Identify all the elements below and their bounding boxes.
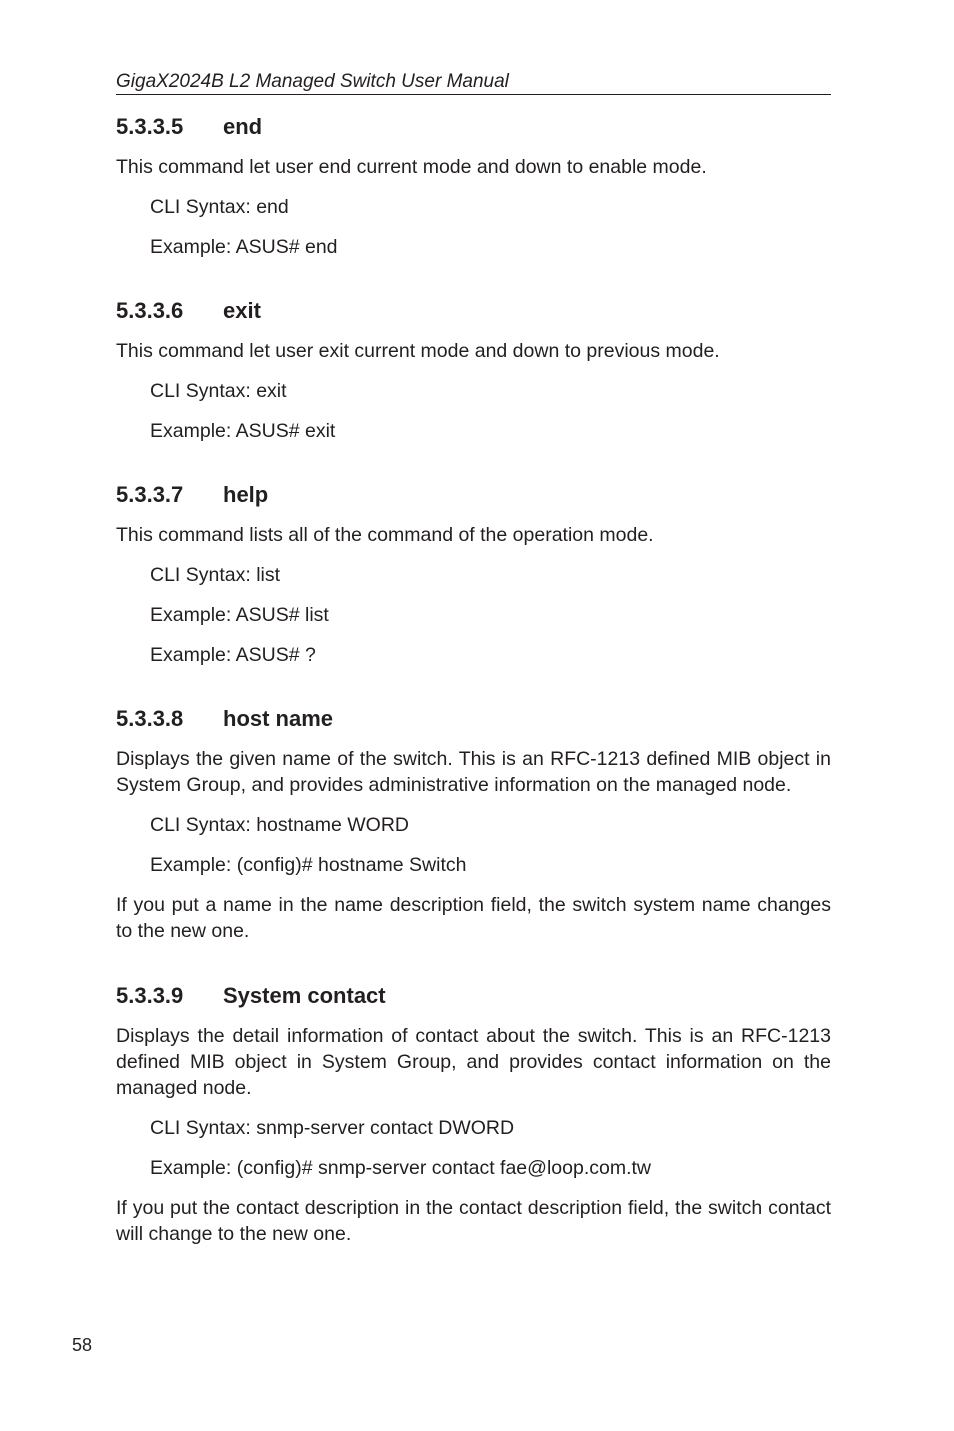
section-end bbox=[116, 114, 831, 260]
cli-syntax: CLI Syntax: exit bbox=[150, 380, 287, 402]
cli-syntax: CLI Syntax: hostname WORD bbox=[150, 814, 410, 836]
section-heading bbox=[116, 114, 831, 140]
section-title: exit bbox=[223, 298, 261, 323]
section-number: 5.3.3.6 bbox=[116, 298, 184, 323]
cli-example: Example: ASUS# end bbox=[150, 236, 338, 258]
cli-syntax: CLI Syntax: list bbox=[150, 564, 281, 586]
section-description: This command let user exit current mode and down to previous mode. bbox=[116, 340, 720, 362]
section-title: end bbox=[223, 114, 263, 139]
section-exit bbox=[116, 298, 831, 444]
section-host-name bbox=[116, 706, 831, 944]
section-help bbox=[116, 482, 831, 668]
section-description: Displays the given name of the switch. This is an RFC-1213 defined MIB object in System Group, and provides administrative information on the managed node. bbox=[116, 748, 831, 796]
cli-example: Example: (config)# hostname Switch bbox=[150, 854, 467, 876]
section-description: This command let user end current mode and down to enable mode. bbox=[116, 156, 707, 178]
section-heading bbox=[116, 482, 831, 508]
section-number: 5.3.3.8 bbox=[116, 706, 184, 731]
cli-syntax: CLI Syntax: snmp-server contact DWORD bbox=[150, 1117, 515, 1139]
cli-example: Example: ASUS# list bbox=[150, 604, 329, 626]
section-heading bbox=[116, 706, 831, 732]
section-description: This command lists all of the command of the operation mode. bbox=[116, 524, 654, 546]
cli-example: Example: (config)# snmp-server contact fae@loop.com.tw bbox=[150, 1157, 651, 1179]
cli-example: Example: ASUS# ? bbox=[150, 644, 316, 666]
section-description: Displays the detail information of contact about the switch. This is an RFC-1213 defined MIB object in System Group, and provides contact information on the managed node. bbox=[116, 1025, 831, 1099]
section-title: System contact bbox=[223, 983, 386, 1008]
running-header: GigaX2024B L2 Managed Switch User Manual bbox=[116, 70, 831, 95]
section-note: If you put a name in the name description field, the switch system name changes to the new one. bbox=[116, 894, 831, 942]
section-number: 5.3.3.9 bbox=[116, 983, 184, 1008]
section-system-contact bbox=[116, 983, 831, 1247]
section-heading bbox=[116, 298, 831, 324]
section-title: help bbox=[223, 482, 269, 507]
cli-example: Example: ASUS# exit bbox=[150, 420, 336, 442]
section-heading bbox=[116, 983, 831, 1009]
section-number: 5.3.3.5 bbox=[116, 114, 184, 139]
section-note: If you put the contact description in the contact description field, the switch contact will change to the new one. bbox=[116, 1197, 831, 1245]
page-number: 58 bbox=[72, 1335, 93, 1355]
section-number: 5.3.3.7 bbox=[116, 482, 184, 507]
cli-syntax: CLI Syntax: end bbox=[150, 196, 289, 218]
section-title: host name bbox=[223, 706, 334, 731]
